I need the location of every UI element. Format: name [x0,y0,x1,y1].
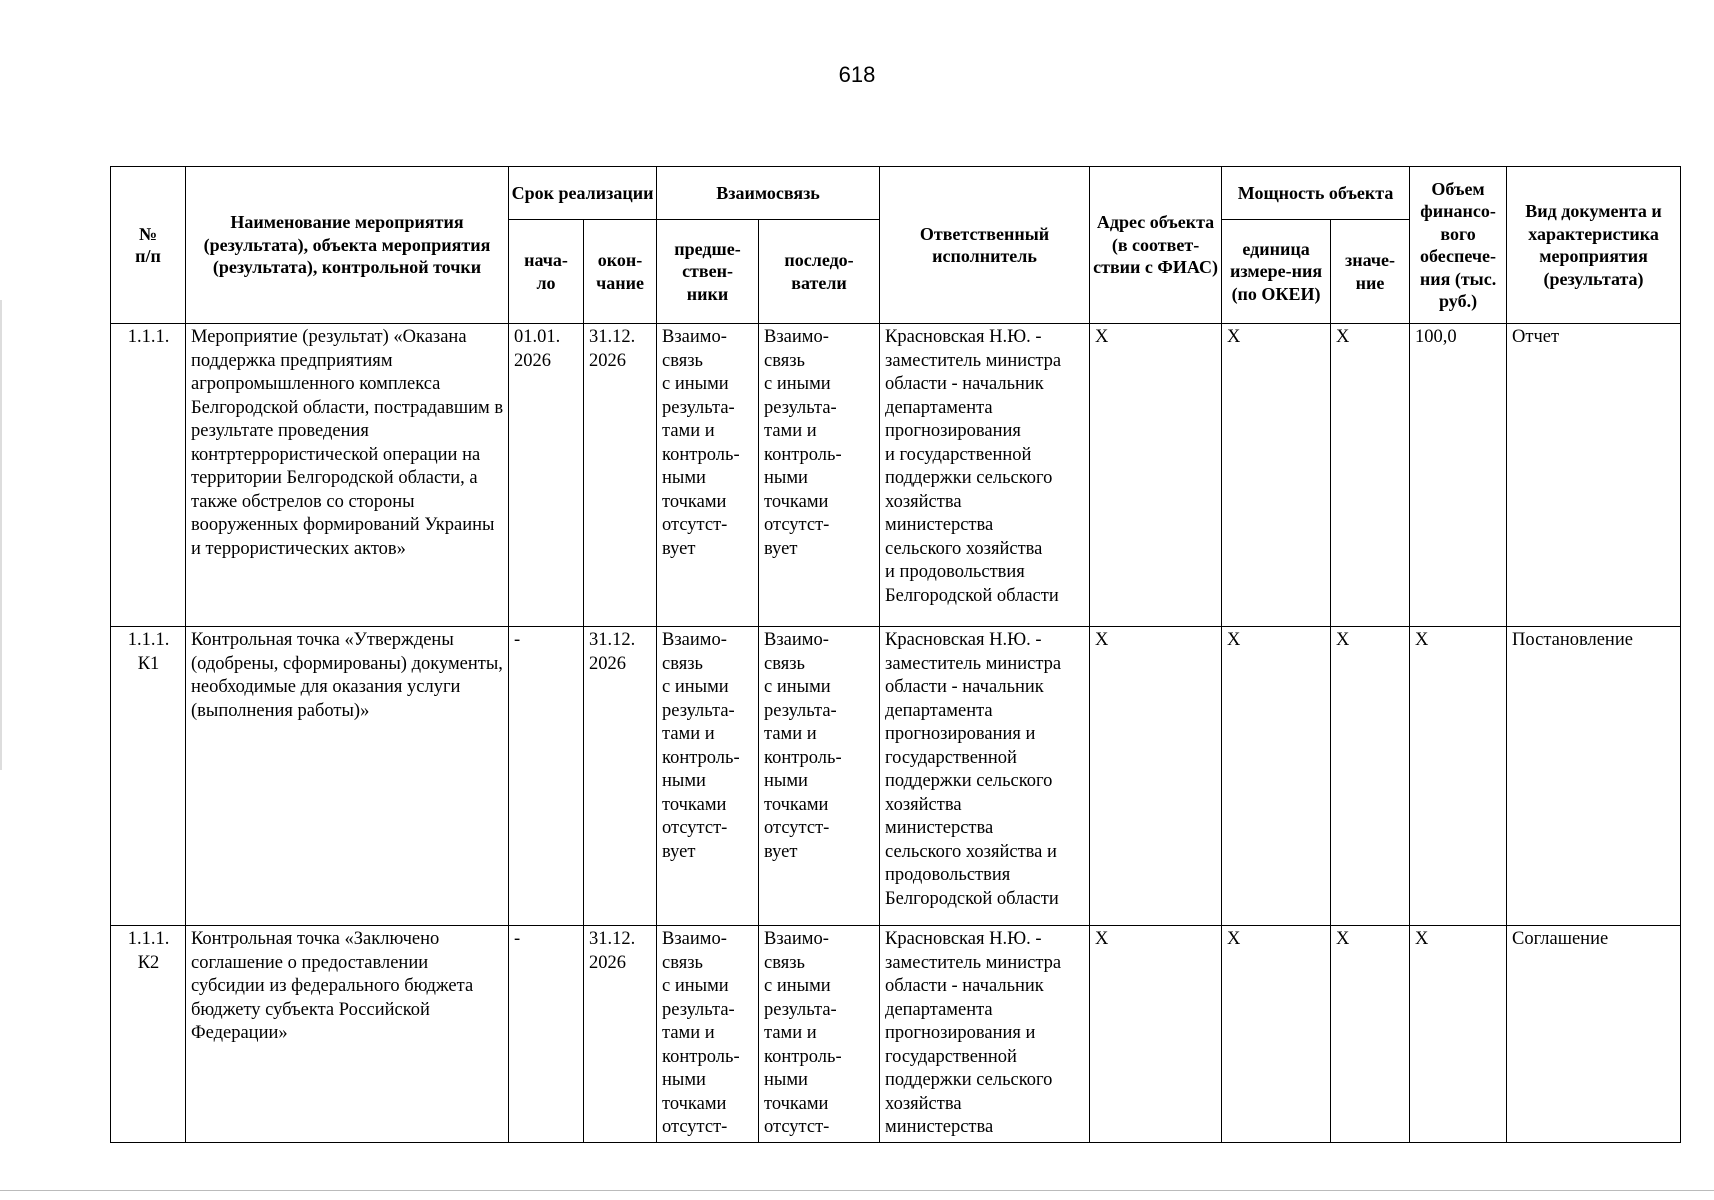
row-responsible: Красновская Н.Ю. - заместитель министра области - начальник департамента прогнозирования и государственной поддержки сельского хозяйства министерства сельского хозяйства и продовольствия Белгородской области [880,324,1090,627]
row-responsible: Красновская Н.Ю. - заместитель министра области - начальник департамента прогнозирования и государственной поддержки сельского хозяйства министерства сельского хозяйства и продовольствия Белгородской области [880,627,1090,926]
row-name: Контрольная точка «Утверждены (одобрены, сформированы) документы, необходимые для оказания услуги (выполнения работы)» [186,627,509,926]
row-doc: Соглашение [1507,926,1681,1143]
row-doc: Отчет [1507,324,1681,627]
header-capacity-unit: единица измере-ния (по ОКЕИ) [1222,220,1331,324]
row-start: - [509,926,584,1143]
header-doc-type: Вид документа и характеристика мероприятия (результата) [1507,167,1681,324]
row-start: 01.01. 2026 [509,324,584,627]
row-value: X [1331,926,1410,1143]
header-link: Взаимосвязь [657,167,880,220]
header-address: Адрес объекта (в соответ-ствии с ФИАС) [1090,167,1222,324]
row-num: 1.1.1. К1 [111,627,186,926]
header-name: Наименование мероприятия (результата), объекта мероприятия (результата), контрольной точки [186,167,509,324]
header-link-prev: предше- ствен- ники [657,220,759,324]
row-next: Взаимо- связь с иными результа- тами и контроль- ными точками отсутст- [759,926,880,1143]
table-row [111,324,1681,627]
header-num: № п/п [111,167,186,324]
row-next: Взаимо- связь с иными результа- тами и контроль- ными точками отсутст- вует [759,627,880,926]
row-end: 31.12. 2026 [584,324,657,627]
row-finance: X [1410,926,1507,1143]
row-finance: 100,0 [1410,324,1507,627]
row-unit: X [1222,627,1331,926]
header-link-next: последо- ватели [759,220,880,324]
header-term-end: окон- чание [584,220,657,324]
header-term-start: нача- ло [509,220,584,324]
row-name: Мероприятие (результат) «Оказана поддержка предприятиям агропромышленного комплекса Белгородской области, пострадавшим в результате проведения контртеррористической операции на территории Белгородской области, а также обстрелов со стороны вооруженных формирований Украины и террористических актов» [186,324,509,627]
row-address: X [1090,627,1222,926]
row-prev: Взаимо- связь с иными результа- тами и контроль- ными точками отсутст- [657,926,759,1143]
header-responsible: Ответственный исполнитель [880,167,1090,324]
row-unit: X [1222,324,1331,627]
header-finance: Объем финансо-вого обеспече-ния (тыс. руб.) [1410,167,1507,324]
row-next: Взаимо- связь с иными результа- тами и контроль- ными точками отсутст- вует [759,324,880,627]
row-name: Контрольная точка «Заключено соглашение о предоставлении субсидии из федерального бюджета бюджету субъекта Российской Федерации» [186,926,509,1143]
row-num: 1.1.1. [111,324,186,627]
row-end: 31.12. 2026 [584,926,657,1143]
row-address: X [1090,324,1222,627]
header-capacity: Мощность объекта [1222,167,1410,220]
scan-edge-mark [0,300,2,770]
row-prev: Взаимо- связь с иными результа- тами и контроль- ными точками отсутст- вует [657,324,759,627]
row-prev: Взаимо- связь с иными результа- тами и контроль- ными точками отсутст- вует [657,627,759,926]
row-responsible: Красновская Н.Ю. - заместитель министра области - начальник департамента прогнозирования и государственной поддержки сельского хозяйства министерства [880,926,1090,1143]
row-finance: X [1410,627,1507,926]
table-row [111,627,1681,926]
page-number: 618 [838,62,876,87]
row-doc: Постановление [1507,627,1681,926]
row-address: X [1090,926,1222,1143]
header-capacity-value: значе- ние [1331,220,1410,324]
row-end: 31.12. 2026 [584,627,657,926]
row-value: X [1331,627,1410,926]
row-start: - [509,627,584,926]
row-value: X [1331,324,1410,627]
row-unit: X [1222,926,1331,1143]
row-num: 1.1.1. К2 [111,926,186,1143]
table-row [111,926,1681,1143]
header-term: Срок реализации [509,167,657,220]
scan-bottom-line [0,1190,1714,1191]
plan-table [110,166,1681,1143]
